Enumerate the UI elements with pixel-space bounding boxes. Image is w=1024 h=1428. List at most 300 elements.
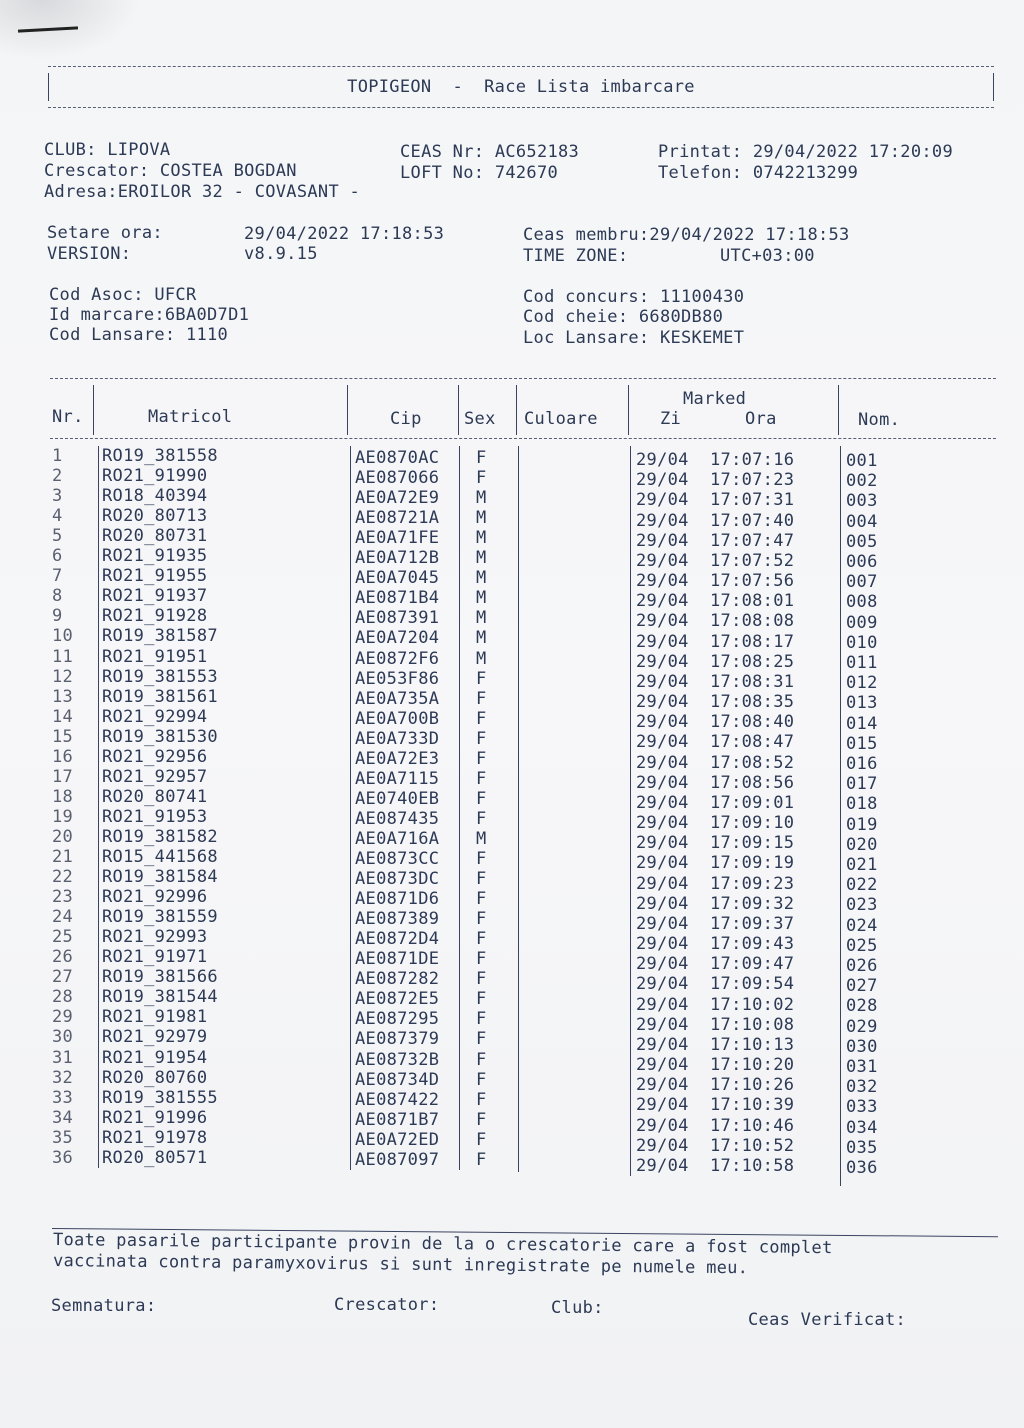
cell-nr: 14 <box>52 706 74 727</box>
cell-ora: 17:07:52 <box>710 550 795 571</box>
cell-sex: F <box>476 1089 487 1110</box>
cell-zi: 29/04 <box>636 1115 689 1136</box>
cell-nr: 19 <box>52 806 74 827</box>
cell-nom: 004 <box>846 511 878 532</box>
table-top-rule <box>50 378 996 379</box>
cell-zi: 29/04 <box>636 1155 689 1176</box>
cell-matricol: RO21_92979 <box>102 1027 208 1048</box>
cell-ora: 17:09:54 <box>710 974 795 995</box>
cell-sex: M <box>476 648 487 669</box>
cell-nom: 001 <box>846 451 878 471</box>
cell-ora: 17:09:43 <box>710 934 795 955</box>
phone: Telefon: 0742213299 <box>658 163 859 183</box>
cell-matricol: RO21_91971 <box>102 947 208 968</box>
cell-sex: F <box>476 688 487 709</box>
cell-nom: 019 <box>846 814 878 835</box>
col-sep-body-5 <box>630 446 631 1176</box>
cell-zi: 29/04 <box>636 873 689 894</box>
time-zone-label: TIME ZONE: <box>523 246 629 266</box>
cell-zi: 29/04 <box>636 974 689 995</box>
cell-sex: F <box>476 1149 487 1170</box>
cell-zi: 29/04 <box>636 611 689 632</box>
cell-ora: 17:09:32 <box>710 893 795 914</box>
col-header-ora: Ora <box>745 409 777 429</box>
cell-cip: AE087066 <box>355 468 440 489</box>
col-header-nom: Nom. <box>858 410 901 430</box>
cell-nom: 026 <box>846 956 878 976</box>
cell-nr: 30 <box>52 1027 74 1048</box>
cell-sex: F <box>476 909 487 930</box>
cell-zi: 29/04 <box>636 833 689 854</box>
col-sep-body-1 <box>98 446 99 1168</box>
breeder-name: Crescator: COSTEA BOGDAN <box>44 161 297 181</box>
cell-zi: 29/04 <box>636 994 689 1015</box>
cell-ora: 17:09:23 <box>710 873 795 894</box>
cell-nom: 025 <box>846 935 878 956</box>
cell-ora: 17:07:47 <box>710 530 795 551</box>
cell-nr: 16 <box>52 746 74 767</box>
cell-nr: 27 <box>52 967 74 988</box>
cell-cip: AE0A733D <box>355 728 440 749</box>
cell-nr: 28 <box>52 987 74 1008</box>
cell-zi: 29/04 <box>636 732 689 753</box>
cell-zi: 29/04 <box>636 692 689 713</box>
cell-matricol: RO21_91996 <box>102 1107 208 1128</box>
cell-nom: 034 <box>846 1117 878 1138</box>
cell-cip: AE0871D6 <box>355 889 440 910</box>
cell-sex: F <box>476 929 487 950</box>
cell-cip: AE0A72ED <box>355 1129 440 1150</box>
cell-cip: AE0872D4 <box>355 929 440 950</box>
cell-cip: AE0A72E3 <box>355 748 440 769</box>
cell-nom: 022 <box>846 875 878 896</box>
cell-nr: 12 <box>52 666 74 687</box>
cell-zi: 29/04 <box>636 651 689 672</box>
cell-nom: 006 <box>846 552 878 572</box>
cell-sex: F <box>476 768 487 789</box>
cell-cip: AE0871B7 <box>355 1109 440 1130</box>
col-sep-body-3 <box>459 446 460 1170</box>
cell-ora: 17:10:08 <box>710 1014 795 1035</box>
cell-nom: 023 <box>846 895 878 916</box>
cell-sex: F <box>476 989 487 1010</box>
cell-nom: 009 <box>846 612 878 633</box>
cell-nom: 018 <box>846 794 878 815</box>
cell-zi: 29/04 <box>636 934 689 955</box>
cell-nr: 7 <box>52 566 63 587</box>
cell-matricol: RO19_381558 <box>102 446 218 466</box>
clock-verified-label: Ceas Verificat: <box>748 1310 907 1330</box>
cell-zi: 29/04 <box>636 893 689 914</box>
cell-matricol: RO19_381559 <box>102 907 218 928</box>
cell-nr: 2 <box>52 466 63 487</box>
col-sep-header-5 <box>628 385 629 435</box>
statement-line-1: Toate pasarile participante provin de la o crescatorie care a fost complet <box>52 1230 833 1259</box>
cell-ora: 17:07:23 <box>710 470 795 491</box>
cell-sex: F <box>476 849 487 869</box>
cell-nr: 33 <box>52 1087 74 1108</box>
cell-matricol: RO20_80760 <box>102 1067 208 1088</box>
cell-nr: 6 <box>52 546 63 567</box>
cell-matricol: RO20_80571 <box>102 1147 208 1168</box>
col-header-cip: Cip <box>390 409 422 429</box>
cell-matricol: RO21_91978 <box>102 1127 208 1148</box>
col-header-nr: Nr. <box>52 407 84 427</box>
col-sep-body-2 <box>350 446 351 1170</box>
cell-sex: F <box>476 1009 487 1030</box>
cell-sex: M <box>476 628 487 649</box>
cell-sex: F <box>476 808 487 829</box>
cell-nom: 011 <box>846 653 878 673</box>
cell-ora: 17:09:19 <box>710 853 795 874</box>
cell-nr: 22 <box>52 867 74 888</box>
col-sep-header-4 <box>516 385 517 435</box>
cell-ora: 17:10:58 <box>710 1155 795 1176</box>
cell-nr: 15 <box>52 726 74 747</box>
cell-nom: 028 <box>846 996 878 1017</box>
cell-nom: 013 <box>846 693 878 714</box>
cell-ora: 17:10:13 <box>710 1034 795 1055</box>
cell-sex: F <box>476 448 487 468</box>
col-sep-body-4 <box>518 446 519 1172</box>
cell-matricol: RO21_92994 <box>102 706 208 727</box>
cell-nom: 036 <box>846 1158 878 1178</box>
cell-ora: 17:10:52 <box>710 1135 795 1156</box>
cell-ora: 17:07:16 <box>710 450 795 470</box>
breeder-sign-label: Crescator: <box>334 1295 440 1315</box>
cell-cip: AE0872F6 <box>355 648 440 669</box>
key-code: Cod cheie: 6680DB80 <box>523 307 724 327</box>
cell-cip: AE0A7115 <box>355 768 440 789</box>
col-sep-header-3 <box>458 385 459 435</box>
club-name: CLUB: LIPOVA <box>44 140 171 160</box>
cell-sex: F <box>476 748 487 769</box>
cell-nom: 027 <box>846 976 878 997</box>
club-sign-label: Club: <box>551 1298 604 1318</box>
cell-ora: 17:07:56 <box>710 571 795 592</box>
cell-cip: AE087282 <box>355 969 440 990</box>
cell-zi: 29/04 <box>636 1095 689 1116</box>
cell-zi: 29/04 <box>636 1135 689 1156</box>
cell-sex: M <box>476 828 487 849</box>
cell-matricol: RO21_91928 <box>102 606 208 627</box>
table-header-rule <box>50 438 996 439</box>
cell-cip: AE0A735A <box>355 688 440 709</box>
marking-id: Id marcare:6BA0D7D1 <box>49 305 250 325</box>
cell-nr: 34 <box>52 1107 74 1128</box>
cell-sex: F <box>476 949 487 970</box>
cell-nr: 21 <box>52 847 74 867</box>
cell-cip: AE0A7045 <box>355 568 440 589</box>
cell-nom: 017 <box>846 774 878 795</box>
cell-zi: 29/04 <box>636 913 689 934</box>
cell-nom: 033 <box>846 1097 878 1118</box>
cell-ora: 17:07:31 <box>710 490 795 511</box>
cell-matricol: RO19_381582 <box>102 826 218 847</box>
col-header-culoare: Culoare <box>524 409 598 429</box>
cell-nr: 5 <box>52 526 63 547</box>
cell-nr: 26 <box>52 947 74 968</box>
col-header-marked: Marked <box>683 389 747 409</box>
cell-ora: 17:09:37 <box>710 913 795 934</box>
cell-matricol: RO19_381566 <box>102 967 218 988</box>
cell-sex: F <box>476 1029 487 1050</box>
cell-nr: 8 <box>52 586 63 607</box>
cell-ora: 17:08:17 <box>710 631 795 652</box>
cell-sex: M <box>476 548 487 569</box>
cell-zi: 29/04 <box>636 813 689 834</box>
cell-cip: AE08734D <box>355 1069 440 1090</box>
cell-matricol: RO19_381553 <box>102 666 218 687</box>
cell-nom: 021 <box>846 855 878 875</box>
cell-nom: 007 <box>846 572 878 593</box>
cell-ora: 17:08:08 <box>710 611 795 632</box>
cell-cip: AE0A72E9 <box>355 488 440 509</box>
cell-zi: 29/04 <box>636 671 689 692</box>
cell-nr: 25 <box>52 927 74 948</box>
cell-zi: 29/04 <box>636 450 689 470</box>
cell-matricol: RO18_40394 <box>102 486 208 507</box>
cell-matricol: RO21_92996 <box>102 887 208 908</box>
cell-sex: F <box>476 1109 487 1130</box>
cell-nr: 13 <box>52 686 74 707</box>
cell-nom: 031 <box>846 1057 878 1077</box>
cell-nr: 3 <box>52 486 63 507</box>
cell-zi: 29/04 <box>636 954 689 975</box>
printed-date: Printat: 29/04/2022 17:20:09 <box>658 142 953 162</box>
cell-matricol: RO15_441568 <box>102 847 218 867</box>
cell-zi: 29/04 <box>636 772 689 793</box>
cell-ora: 17:09:01 <box>710 792 795 813</box>
cell-nom: 012 <box>846 673 878 694</box>
cell-nr: 9 <box>52 606 63 627</box>
cell-ora: 17:10:02 <box>710 994 795 1015</box>
cell-zi: 29/04 <box>636 792 689 813</box>
cell-nom: 032 <box>846 1077 878 1098</box>
cell-ora: 17:10:46 <box>710 1115 795 1136</box>
cell-zi: 29/04 <box>636 1034 689 1055</box>
col-header-matricol: Matricol <box>148 407 233 427</box>
cell-nom: 002 <box>846 471 878 492</box>
cell-nr: 23 <box>52 887 74 908</box>
cell-matricol: RO21_91951 <box>102 646 208 667</box>
cell-cip: AE0A71FE <box>355 528 440 549</box>
cell-ora: 17:07:40 <box>710 510 795 531</box>
cell-cip: AE0871B4 <box>355 588 440 609</box>
cell-ora: 17:10:20 <box>710 1055 795 1076</box>
cell-cip: AE087422 <box>355 1089 440 1110</box>
cell-matricol: RO19_381587 <box>102 626 218 647</box>
cell-nom: 008 <box>846 592 878 613</box>
cell-ora: 17:08:47 <box>710 732 795 753</box>
cell-sex: M <box>476 508 487 529</box>
release-location: Loc Lansare: KESKEMET <box>523 328 745 348</box>
cell-cip: AE0870AC <box>355 448 440 468</box>
cell-matricol: RO19_381530 <box>102 726 218 747</box>
cell-matricol: RO21_91990 <box>102 466 208 487</box>
cell-matricol: RO21_91955 <box>102 566 208 587</box>
cell-sex: F <box>476 1129 487 1150</box>
statement-line-2: vaccinata contra paramyxovirus si sunt inregistrate pe numele meu. <box>52 1251 749 1279</box>
cell-ora: 17:09:10 <box>710 813 795 834</box>
cell-sex: M <box>476 608 487 629</box>
cell-matricol: RO21_91935 <box>102 546 208 567</box>
col-sep-header-2 <box>347 385 348 435</box>
cell-matricol: RO21_91953 <box>102 806 208 827</box>
cell-sex: M <box>476 528 487 549</box>
col-header-sex: Sex <box>464 409 496 429</box>
cell-nom: 020 <box>846 834 878 855</box>
cell-sex: F <box>476 1049 487 1070</box>
cell-nr: 31 <box>52 1047 74 1068</box>
cell-matricol: RO21_92957 <box>102 766 208 787</box>
cell-cip: AE053F86 <box>355 668 440 689</box>
cell-nom: 016 <box>846 754 878 774</box>
cell-cip: AE087435 <box>355 808 440 829</box>
cell-cip: AE0872E5 <box>355 989 440 1010</box>
col-sep-header-6 <box>838 385 839 435</box>
cell-ora: 17:08:01 <box>710 591 795 612</box>
cell-cip: AE087379 <box>355 1029 440 1050</box>
cell-sex: F <box>476 708 487 729</box>
cell-sex: F <box>476 468 487 489</box>
cell-nom: 003 <box>846 491 878 512</box>
cell-cip: AE0873DC <box>355 869 440 890</box>
cell-zi: 29/04 <box>636 853 689 874</box>
cell-cip: AE087097 <box>355 1149 440 1170</box>
cell-cip: AE087389 <box>355 909 440 930</box>
member-clock: Ceas membru:29/04/2022 17:18:53 <box>523 225 850 245</box>
version-label: VERSION: <box>47 244 132 264</box>
cell-ora: 17:08:56 <box>710 772 795 793</box>
cell-nom: 030 <box>846 1036 878 1057</box>
cell-ora: 17:09:47 <box>710 954 795 975</box>
assoc-code: Cod Asoc: UFCR <box>49 285 197 305</box>
cell-nr: 24 <box>52 907 74 928</box>
cell-matricol: RO21_91937 <box>102 586 208 607</box>
cell-cip: AE0740EB <box>355 788 440 809</box>
cell-nr: 20 <box>52 826 74 847</box>
cell-nr: 1 <box>52 446 63 466</box>
page-title: TOPIGEON - Race Lista imbarcare <box>347 77 695 97</box>
cell-sex: M <box>476 568 487 589</box>
cell-zi: 29/04 <box>636 510 689 531</box>
cell-matricol: RO21_91954 <box>102 1047 208 1068</box>
cell-nom: 024 <box>846 915 878 936</box>
cell-matricol: RO19_381555 <box>102 1087 218 1108</box>
cell-sex: F <box>476 668 487 689</box>
cell-ora: 17:08:35 <box>710 692 795 713</box>
cell-zi: 29/04 <box>636 631 689 652</box>
cell-sex: F <box>476 728 487 749</box>
cell-cip: AE0873CC <box>355 849 440 869</box>
cell-ora: 17:09:15 <box>710 833 795 854</box>
header-box <box>48 66 994 108</box>
cell-nom: 014 <box>846 713 878 734</box>
cell-matricol: RO21_92993 <box>102 927 208 948</box>
cell-nr: 36 <box>52 1147 74 1168</box>
signature-label: Semnatura: <box>51 1296 157 1316</box>
cell-nr: 35 <box>52 1127 74 1148</box>
cell-nr: 32 <box>52 1067 74 1088</box>
set-time-value: 29/04/2022 17:18:53 <box>244 224 445 244</box>
cell-zi: 29/04 <box>636 530 689 551</box>
cell-nom: 035 <box>846 1137 878 1158</box>
cell-nr: 4 <box>52 506 63 527</box>
cell-cip: AE0871DE <box>355 949 440 970</box>
cell-nom: 029 <box>846 1016 878 1037</box>
cell-cip: AE0A712B <box>355 548 440 569</box>
cell-ora: 17:08:52 <box>710 752 795 773</box>
cell-zi: 29/04 <box>636 470 689 491</box>
release-code: Cod Lansare: 1110 <box>49 325 229 345</box>
cell-nr: 18 <box>52 786 74 807</box>
cell-sex: M <box>476 588 487 609</box>
cell-nom: 010 <box>846 632 878 653</box>
cell-cip: AE087391 <box>355 608 440 629</box>
cell-zi: 29/04 <box>636 591 689 612</box>
cell-ora: 17:08:25 <box>710 651 795 672</box>
cell-sex: F <box>476 788 487 809</box>
cell-ora: 17:10:39 <box>710 1095 795 1116</box>
race-code: Cod concurs: 11100430 <box>523 287 745 307</box>
address: Adresa:EROILOR 32 - COVASANT - <box>44 182 361 202</box>
cell-matricol: RO20_80741 <box>102 786 208 807</box>
cell-cip: AE0A7204 <box>355 628 440 649</box>
cell-nr: 29 <box>52 1007 74 1028</box>
time-zone-value: UTC+03:00 <box>720 246 815 266</box>
cell-ora: 17:08:40 <box>710 712 795 733</box>
cell-sex: F <box>476 969 487 990</box>
cell-matricol: RO20_80731 <box>102 526 208 547</box>
cell-matricol: RO19_381544 <box>102 987 218 1008</box>
col-header-zi: Zi <box>660 409 682 429</box>
cell-zi: 29/04 <box>636 571 689 592</box>
cell-zi: 29/04 <box>636 1055 689 1076</box>
col-sep-header-1 <box>93 385 94 435</box>
cell-nr: 10 <box>52 626 74 647</box>
cell-zi: 29/04 <box>636 1014 689 1035</box>
cell-sex: M <box>476 488 487 509</box>
cell-nom: 015 <box>846 733 878 754</box>
clock-number: CEAS Nr: AC652183 <box>400 142 580 162</box>
cell-matricol: RO21_91981 <box>102 1007 208 1028</box>
cell-zi: 29/04 <box>636 1075 689 1096</box>
cell-ora: 17:10:26 <box>710 1075 795 1096</box>
cell-nr: 11 <box>52 646 74 667</box>
cell-matricol: RO20_80713 <box>102 506 208 527</box>
cell-cip: AE08721A <box>355 508 440 529</box>
cell-cip: AE08732B <box>355 1049 440 1070</box>
cell-nr: 17 <box>52 766 74 787</box>
loft-number: LOFT No: 742670 <box>400 163 559 183</box>
cell-cip: AE087295 <box>355 1009 440 1030</box>
col-sep-body-6 <box>840 446 841 1186</box>
cell-sex: F <box>476 1069 487 1090</box>
cell-matricol: RO19_381584 <box>102 867 218 888</box>
cell-zi: 29/04 <box>636 752 689 773</box>
cell-cip: AE0A700B <box>355 708 440 729</box>
cell-sex: F <box>476 869 487 890</box>
cell-nom: 005 <box>846 531 878 552</box>
cell-zi: 29/04 <box>636 550 689 571</box>
version-value: v8.9.15 <box>244 244 318 264</box>
cell-cip: AE0A716A <box>355 828 440 849</box>
cell-zi: 29/04 <box>636 490 689 511</box>
cell-matricol: RO19_381561 <box>102 686 218 707</box>
cell-zi: 29/04 <box>636 712 689 733</box>
cell-matricol: RO21_92956 <box>102 746 208 767</box>
